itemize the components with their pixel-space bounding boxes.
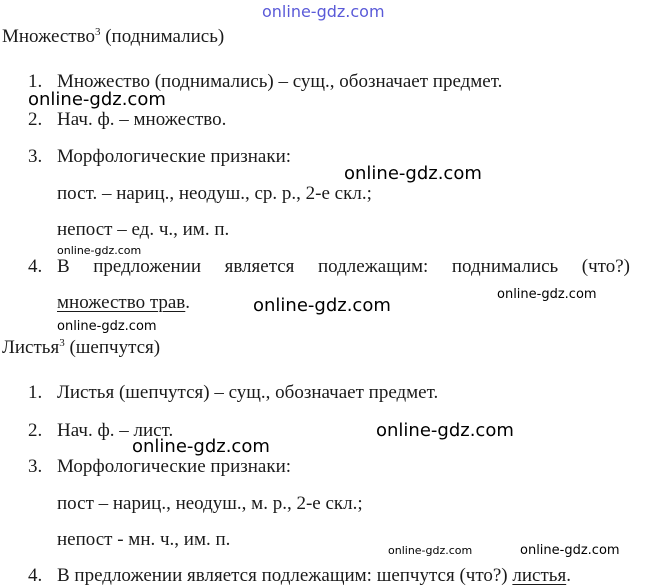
watermark: online-gdz.com — [344, 163, 482, 184]
watermark: online-gdz.com — [57, 319, 157, 334]
item-text: Морфологические признаки: — [57, 146, 292, 167]
watermark: online-gdz.com — [132, 436, 270, 457]
heading-word: Множество — [2, 26, 95, 47]
item-number: 2. — [28, 420, 43, 441]
watermark: online-gdz.com — [262, 2, 385, 21]
heading-rest: (поднимались) — [100, 26, 225, 47]
watermark: online-gdz.com — [376, 420, 514, 441]
heading-superscript: 3 — [59, 337, 65, 349]
sentence-end: . — [566, 565, 571, 586]
feature-text: непост – ед. ч., им. п. — [57, 219, 230, 240]
section-heading — [2, 26, 224, 48]
sentence-end: . — [185, 292, 191, 313]
word: В — [57, 256, 70, 277]
feature-text: пост – нариц., неодуш., м. р., 2-е скл.; — [57, 493, 363, 514]
item-text: Морфологические признаки: — [57, 456, 292, 477]
section-heading — [2, 337, 160, 359]
item-number: 1. — [28, 382, 43, 403]
word: (что?) — [581, 256, 630, 277]
item-number: 4. — [28, 565, 43, 586]
feature-text: пост. – нариц., неодуш., ср. р., 2-е скл.; — [57, 183, 372, 204]
item-text: В предложении является подлежащим: шепчутся (что?) — [57, 565, 513, 586]
heading-rest: (шепчутся) — [64, 337, 161, 358]
item-number: 3. — [28, 146, 43, 167]
item-text: Нач. ф. – лист. — [57, 420, 174, 441]
heading-superscript: 3 — [94, 26, 101, 38]
watermark: online-gdz.com — [520, 543, 620, 558]
item-text-justified — [57, 256, 630, 278]
item-text: Нач. ф. – множество. — [57, 109, 227, 130]
heading-word: Листья — [2, 337, 60, 358]
item-number: 4. — [28, 256, 43, 277]
watermark: online-gdz.com — [28, 89, 166, 110]
item-text: Множество (поднимались) – сущ., обозначает предмет. — [57, 71, 503, 92]
item-number: 2. — [28, 109, 43, 130]
word: поднимались — [451, 256, 559, 277]
watermark: online-gdz.com — [388, 544, 473, 557]
word: является — [224, 256, 295, 277]
item-number: 1. — [28, 71, 43, 92]
item-number: 3. — [28, 456, 43, 477]
item-text: Листья (шепчутся) – сущ., обозначает предмет. — [57, 382, 439, 403]
watermark: online-gdz.com — [497, 287, 597, 302]
watermark: online-gdz.com — [253, 295, 391, 316]
underlined-subject: множество трав — [57, 292, 186, 313]
word: подлежащим: — [317, 256, 429, 277]
underlined-subject: листья — [512, 565, 567, 586]
feature-text: непост - мн. ч., им. п. — [57, 529, 231, 550]
watermark: online-gdz.com — [57, 244, 142, 257]
word: предложении — [93, 256, 202, 277]
